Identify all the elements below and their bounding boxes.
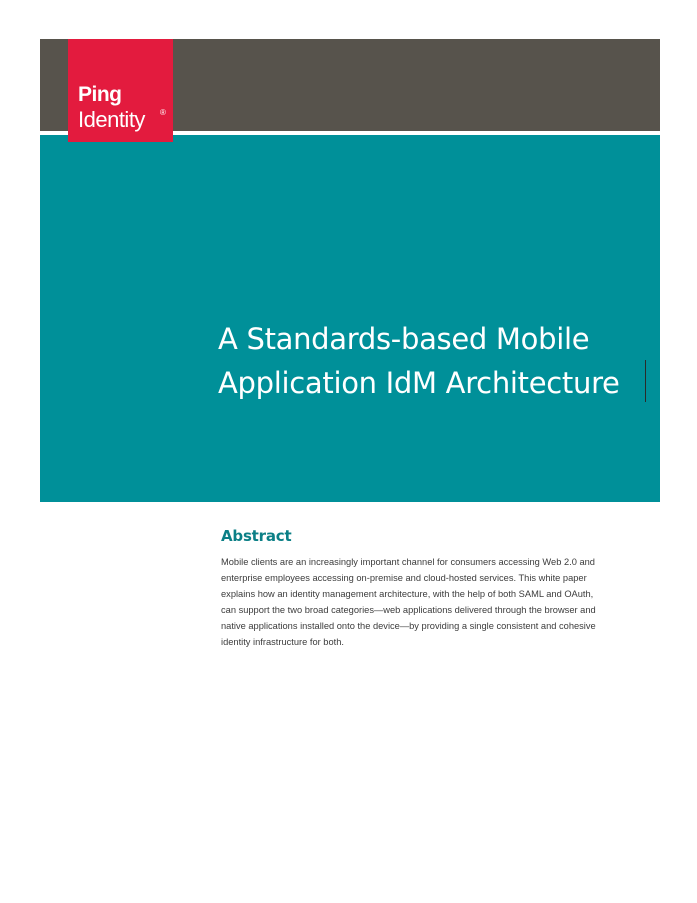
text-cursor xyxy=(645,360,646,402)
abstract-line: identity infrastructure for both. xyxy=(221,637,344,648)
registered-mark: ® xyxy=(160,108,166,117)
abstract-line: can support the two broad categories—web applications delivered through the browser and xyxy=(221,605,596,616)
abstract-heading: Abstract xyxy=(221,527,292,545)
abstract-body xyxy=(221,554,651,651)
logo-text-identity: Identity xyxy=(78,107,145,132)
ping-identity-logo xyxy=(68,39,173,142)
title-line-2: Application IdM Architecture xyxy=(218,366,620,400)
abstract-line: explains how an identity management architecture, with the help of both SAML and OAuth, xyxy=(221,589,594,600)
document-title xyxy=(218,317,658,405)
title-line-1: A Standards-based Mobile xyxy=(218,322,590,356)
abstract-line: Mobile clients are an increasingly important channel for consumers accessing Web 2.0 and xyxy=(221,557,595,567)
abstract-line: enterprise employees accessing on-premise and cloud-hosted services. This white paper xyxy=(221,573,587,584)
logo-text-ping: Ping xyxy=(78,83,122,106)
abstract-line: native applications installed onto the device—by providing a single consistent and cohesive xyxy=(221,621,596,632)
